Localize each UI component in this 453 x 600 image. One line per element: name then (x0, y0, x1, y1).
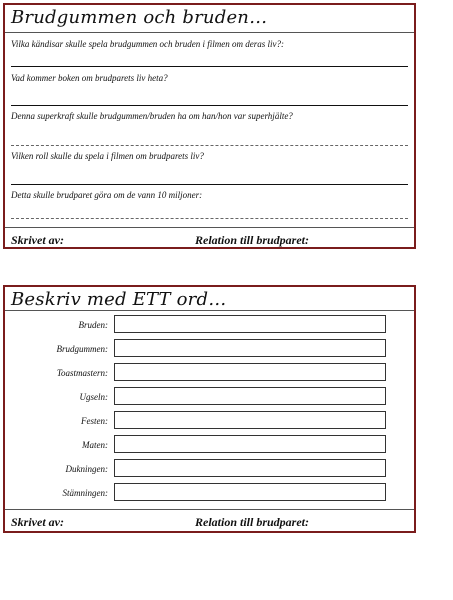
written-by-label: Skrivet av: (11, 233, 64, 247)
field-input-ugseln[interactable] (114, 387, 386, 405)
footer-divider (5, 509, 414, 510)
field-row (5, 459, 414, 479)
card-title: Beskriv med ETT ord… (11, 289, 227, 310)
field-input-toastmastern[interactable] (114, 363, 386, 381)
field-row (5, 387, 414, 407)
field-label: Dukningen: (65, 464, 108, 474)
field-row (5, 435, 414, 455)
field-label: Bruden: (78, 320, 108, 330)
answer-line-3[interactable] (11, 145, 408, 146)
field-label: Toastmastern: (56, 368, 108, 378)
field-row (5, 483, 414, 503)
field-label: Maten: (82, 440, 108, 450)
field-row (5, 339, 414, 359)
question-5: Detta skulle brudparet göra om de vann 10 miljoner: (11, 190, 203, 200)
field-label: Festen: (81, 416, 108, 426)
title-divider (5, 32, 414, 33)
question-4: Vilken roll skulle du spela i filmen om brudparets liv? (11, 151, 204, 161)
field-input-dukningen[interactable] (114, 459, 386, 477)
field-input-festen[interactable] (114, 411, 386, 429)
answer-line-5[interactable] (11, 218, 408, 219)
field-row (5, 411, 414, 431)
relation-label: Relation till brudparet: (195, 233, 310, 247)
field-input-stamningen[interactable] (114, 483, 386, 501)
field-input-brudgummen[interactable] (114, 339, 386, 357)
footer-divider (5, 227, 414, 228)
question-1: Vilka kändisar skulle spela brudgummen och bruden i filmen om deras liv?: (11, 39, 285, 49)
field-input-maten[interactable] (114, 435, 386, 453)
field-input-bruden[interactable] (114, 315, 386, 333)
field-label: Brudgummen: (56, 344, 108, 354)
title-divider (5, 310, 414, 311)
question-3: Denna superkraft skulle brudgummen/bruden ha om han/hon var superhjälte? (11, 111, 293, 121)
one-word-card (3, 285, 416, 533)
answer-line-2[interactable] (11, 105, 408, 106)
answer-line-1[interactable] (11, 66, 408, 67)
field-row (5, 363, 414, 383)
question-2: Vad kommer boken om brudparets liv heta? (11, 73, 168, 83)
field-row (5, 315, 414, 335)
answer-line-4[interactable] (11, 184, 408, 185)
written-by-label: Skrivet av: (11, 515, 64, 529)
card-title: Brudgummen och bruden… (11, 7, 268, 28)
relation-label: Relation till brudparet: (195, 515, 310, 529)
field-label: Stämningen: (62, 488, 108, 498)
questions-card (3, 3, 416, 249)
field-label: Ugseln: (79, 392, 108, 402)
